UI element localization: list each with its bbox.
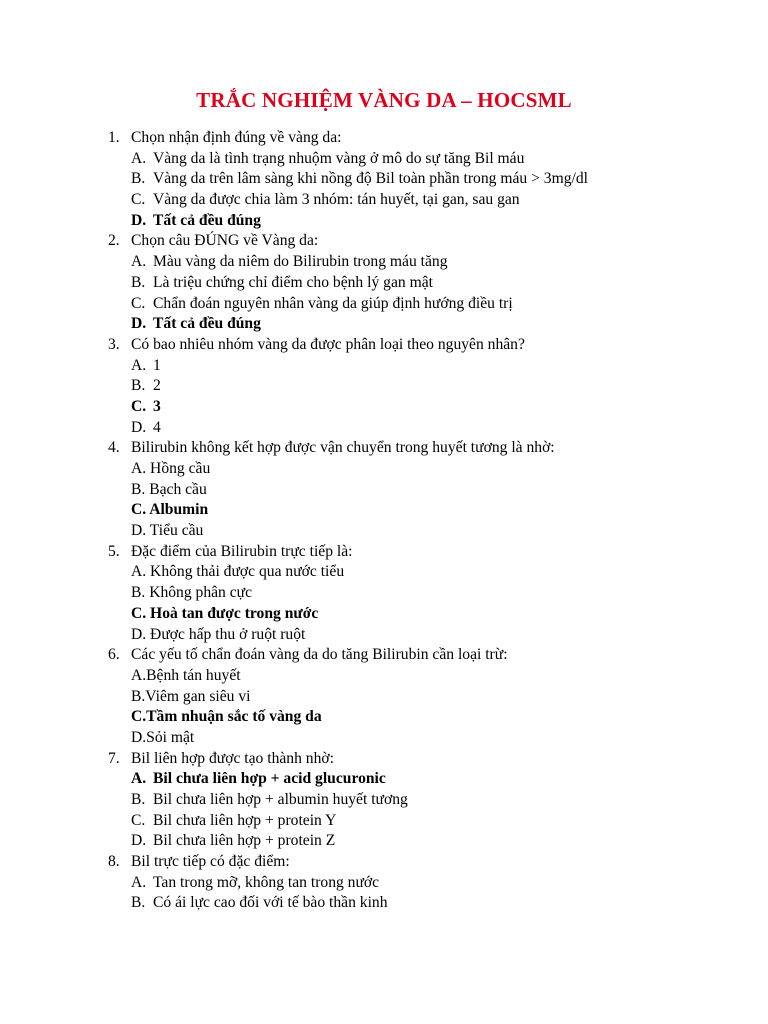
answer-text: 2: [153, 377, 161, 395]
answer-option-correct: [0, 604, 768, 625]
question-stem: [0, 852, 768, 873]
question-text: Có bao nhiêu nhóm vàng da được phân loại theo nguyên nhân?: [131, 335, 525, 353]
answer-option: [0, 190, 768, 211]
answer-option: [0, 562, 768, 583]
answer-text: B. Bạch cầu: [131, 480, 207, 498]
question-number: 3.: [108, 335, 120, 353]
answer-option: [0, 149, 768, 170]
question-text: Bil liên hợp được tạo thành nhờ:: [131, 749, 334, 767]
question-stem: [0, 128, 768, 149]
question-number: 1.: [108, 129, 120, 146]
answer-text: Vàng da trên lâm sàng khi nồng độ Bil toàn phần trong máu > 3mg/dl: [153, 170, 588, 188]
question-number: 5.: [108, 542, 120, 560]
answer-text: Tất cả đều đúng: [153, 211, 261, 229]
answer-option: [0, 480, 768, 501]
question-6: [0, 645, 768, 748]
answer-option: [0, 169, 768, 190]
question-stem: [0, 438, 768, 459]
answer-text: 4: [153, 418, 161, 436]
answer-option: [0, 356, 768, 377]
question-4: [0, 438, 768, 541]
answer-option: [0, 893, 768, 914]
answer-text: Là triệu chứng chỉ điểm cho bệnh lý gan mật: [153, 273, 433, 291]
page-title: TRẮC NGHIỆM VÀNG DA – HOCSML: [196, 88, 572, 112]
answer-option-correct: [0, 769, 768, 790]
answer-option-correct: [0, 707, 768, 728]
question-5: [0, 542, 768, 645]
answer-text: C.Tầm nhuận sắc tố vàng da: [131, 708, 322, 726]
answer-text: 3: [153, 397, 161, 415]
answer-text: Tất cả đều đúng: [153, 315, 261, 333]
question-number: 7.: [108, 749, 120, 767]
answer-text: A.Bệnh tán huyết: [131, 666, 241, 684]
answer-text: Bil chưa liên hợp + protein Z: [153, 832, 336, 850]
answer-letter: A.: [131, 770, 147, 788]
answer-letter: B.: [131, 377, 146, 395]
answer-letter: D.: [131, 418, 147, 436]
answer-letter: A.: [131, 149, 147, 167]
answer-letter: A.: [131, 253, 147, 271]
question-text: Đặc điểm của Bilirubin trực tiếp là:: [131, 542, 353, 560]
answer-text: Có ái lực cao đối với tế bào thần kinh: [153, 894, 388, 912]
answer-letter: D.: [131, 211, 147, 229]
answer-option: [0, 687, 768, 708]
answer-text: C. Hoà tan được trong nước: [131, 604, 319, 622]
answer-text: Bil chưa liên hợp + acid glucuronic: [153, 770, 386, 788]
answer-text: Bil chưa liên hợp + protein Y: [153, 811, 337, 829]
question-8: [0, 852, 768, 914]
question-number: 4.: [108, 439, 120, 457]
answer-text: Chẩn đoán nguyên nhân vàng da giúp định hướng điều trị: [153, 294, 513, 312]
answer-option: [0, 666, 768, 687]
question-stem: [0, 542, 768, 563]
question-2: [0, 231, 768, 334]
answer-letter: D.: [131, 315, 147, 333]
answer-text: Tan trong mỡ, không tan trong nước: [153, 873, 380, 891]
answer-option: [0, 831, 768, 852]
answer-option: [0, 790, 768, 811]
answer-text: Màu vàng da niêm do Bilirubin trong máu tăng: [153, 253, 448, 271]
answer-letter: A.: [131, 873, 147, 891]
answer-letter: C.: [131, 397, 147, 415]
answer-letter: A.: [131, 356, 147, 374]
question-stem: [0, 645, 768, 666]
answer-letter: B.: [131, 273, 146, 291]
answer-letter: B.: [131, 894, 146, 912]
answer-text: B. Không phân cực: [131, 584, 253, 602]
answer-text: D.Sỏi mật: [131, 728, 195, 746]
answer-text: C. Albumin: [131, 501, 209, 519]
answer-option-correct: [0, 500, 768, 521]
answer-option: [0, 418, 768, 439]
question-text: Chọn câu ĐÚNG về Vàng da:: [131, 232, 319, 250]
answer-letter: C.: [131, 294, 146, 312]
answer-option: [0, 294, 768, 315]
question-stem: [0, 335, 768, 356]
question-number: 6.: [108, 646, 120, 664]
answer-text: D. Được hấp thu ở ruột ruột: [131, 625, 306, 643]
answer-text: B.Viêm gan siêu vi: [131, 687, 251, 705]
question-list: [0, 128, 768, 914]
answer-text: A. Hồng cầu: [131, 460, 211, 477]
question-3: [0, 335, 768, 438]
answer-option: [0, 521, 768, 542]
question-text: Bil trực tiếp có đặc điểm:: [131, 853, 290, 871]
answer-text: Vàng da được chia làm 3 nhóm: tán huyết, tại gan, sau gan: [153, 191, 520, 209]
question-1: [0, 128, 768, 231]
question-text: Chọn nhận định đúng về vàng da:: [131, 129, 342, 146]
question-number: 8.: [108, 853, 120, 871]
answer-option: [0, 583, 768, 604]
answer-letter: D.: [131, 832, 147, 850]
question-text: Các yếu tố chẩn đoán vàng da do tăng Bilirubin cần loại trừ:: [131, 646, 508, 664]
answer-option: [0, 273, 768, 294]
answer-text: Bil chưa liên hợp + albumin huyết tương: [153, 791, 408, 808]
answer-text: A. Không thải được qua nước tiểu: [131, 563, 345, 581]
answer-option: [0, 376, 768, 397]
answer-option: [0, 625, 768, 646]
answer-text: Vàng da là tình trạng nhuộm vàng ở mô do sự tăng Bil máu: [153, 149, 525, 167]
answer-option: [0, 459, 768, 480]
question-stem: [0, 749, 768, 770]
answer-text: 1: [153, 356, 161, 374]
answer-option: [0, 873, 768, 894]
question-text: Bilirubin không kết hợp được vận chuyển trong huyết tương là nhờ:: [131, 439, 555, 457]
answer-option-correct: [0, 314, 768, 335]
answer-text: D. Tiểu cầu: [131, 522, 204, 540]
answer-option-correct: [0, 397, 768, 418]
answer-option: [0, 252, 768, 273]
answer-option: [0, 811, 768, 832]
question-7: [0, 749, 768, 852]
answer-option-correct: [0, 211, 768, 232]
answer-letter: C.: [131, 811, 146, 829]
answer-letter: B.: [131, 170, 146, 188]
question-stem: [0, 231, 768, 252]
answer-option: [0, 728, 768, 749]
answer-letter: C.: [131, 191, 146, 209]
question-number: 2.: [108, 232, 120, 250]
answer-letter: B.: [131, 791, 146, 808]
